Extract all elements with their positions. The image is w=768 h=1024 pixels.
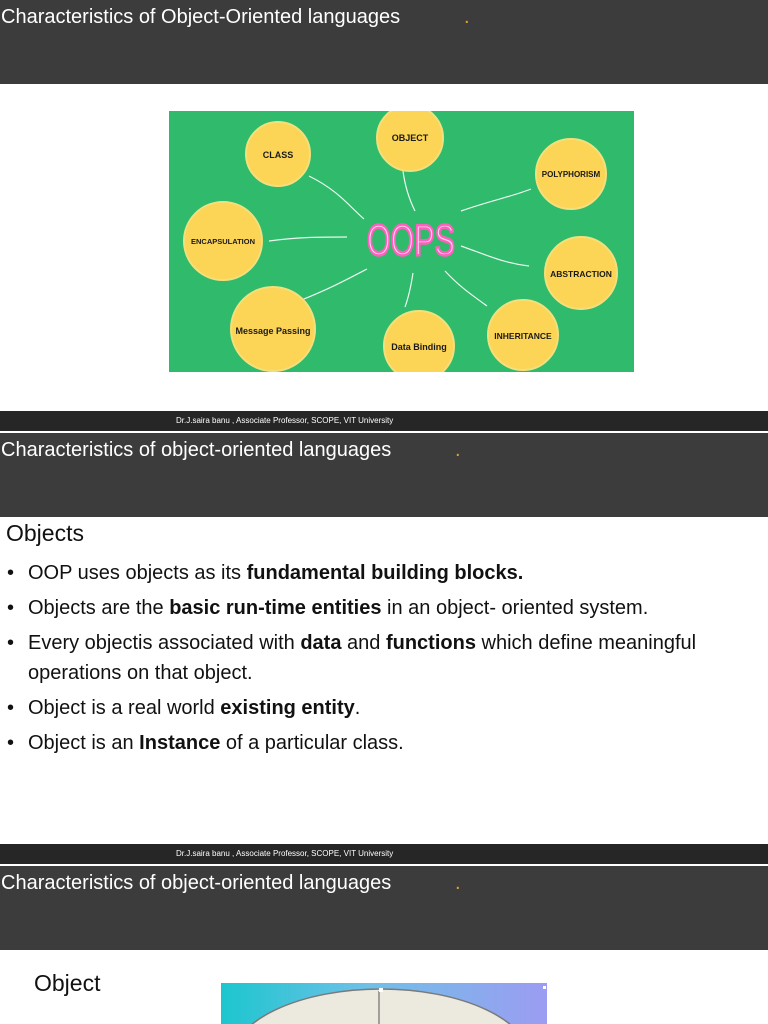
bullet-item: • OOP uses objects as its fundamental building blocks.: [6, 558, 761, 588]
slide2-footer-text: Dr.J.saira banu , Associate Professor, SCOPE, VIT University: [176, 849, 394, 858]
slide2-title: Characteristics of object-oriented languages: [1, 439, 392, 461]
oops-diagram-svg: [169, 111, 634, 372]
connector-encapsulation: [269, 237, 347, 241]
label-abstraction: ABSTRACTION: [550, 269, 612, 279]
slide3-title: Characteristics of object-oriented languages: [1, 872, 392, 894]
object-illustration-svg: [221, 983, 547, 1024]
label-message-passing: Message Passing: [235, 326, 311, 336]
object-heading: Object: [34, 970, 101, 996]
oops-center-text: OOPS: [367, 216, 455, 265]
slide1-footer-text: Dr.J.saira banu , Associate Professor, SCOPE, VIT University: [176, 416, 394, 425]
bullet-item: • Every objectis associated with data and functions which define meaningful operations on that object.: [6, 628, 761, 688]
slide3-title-dot: .: [455, 872, 461, 894]
label-inheritance: INHERITANCE: [494, 331, 552, 341]
oops-diagram: [169, 111, 634, 372]
slide2-title-band: [0, 433, 768, 517]
bullet-item: • Objects are the basic run-time entities in an object- oriented system.: [6, 593, 761, 623]
corner-marker: [543, 986, 546, 989]
bullet-item: • Object is an Instance of a particular class.: [6, 728, 761, 758]
objects-bullet-list: [6, 558, 761, 763]
dial-shape: [231, 989, 531, 1024]
label-object: OBJECT: [391, 133, 429, 143]
connector-message: [299, 269, 367, 301]
connector-databinding: [405, 273, 413, 307]
slide1-title: Characteristics of Object-Oriented languages: [1, 6, 401, 28]
slide1-title-dot: .: [464, 6, 470, 28]
label-data-binding: Data Binding: [391, 342, 447, 352]
objects-heading: Objects: [6, 520, 84, 546]
dial-marker: [379, 988, 383, 992]
connector-object: [403, 171, 415, 211]
slide3-title-band: [0, 866, 768, 950]
connector-class: [309, 176, 364, 219]
label-polyphorism: POLYPHORISM: [541, 170, 601, 179]
bullet-item: • Object is a real world existing entity.: [6, 693, 761, 723]
connector-abstraction: [461, 246, 529, 266]
connector-inheritance: [445, 271, 487, 306]
label-class: CLASS: [262, 150, 294, 160]
slide2-footer: [0, 844, 768, 864]
slide1-title-band: [0, 0, 768, 84]
slide2-title-dot: .: [455, 439, 461, 461]
object-illustration: [221, 983, 547, 1024]
slide1-footer: [0, 411, 768, 431]
label-encapsulation: ENCAPSULATION: [190, 237, 256, 246]
connector-polyphorism: [461, 189, 531, 211]
